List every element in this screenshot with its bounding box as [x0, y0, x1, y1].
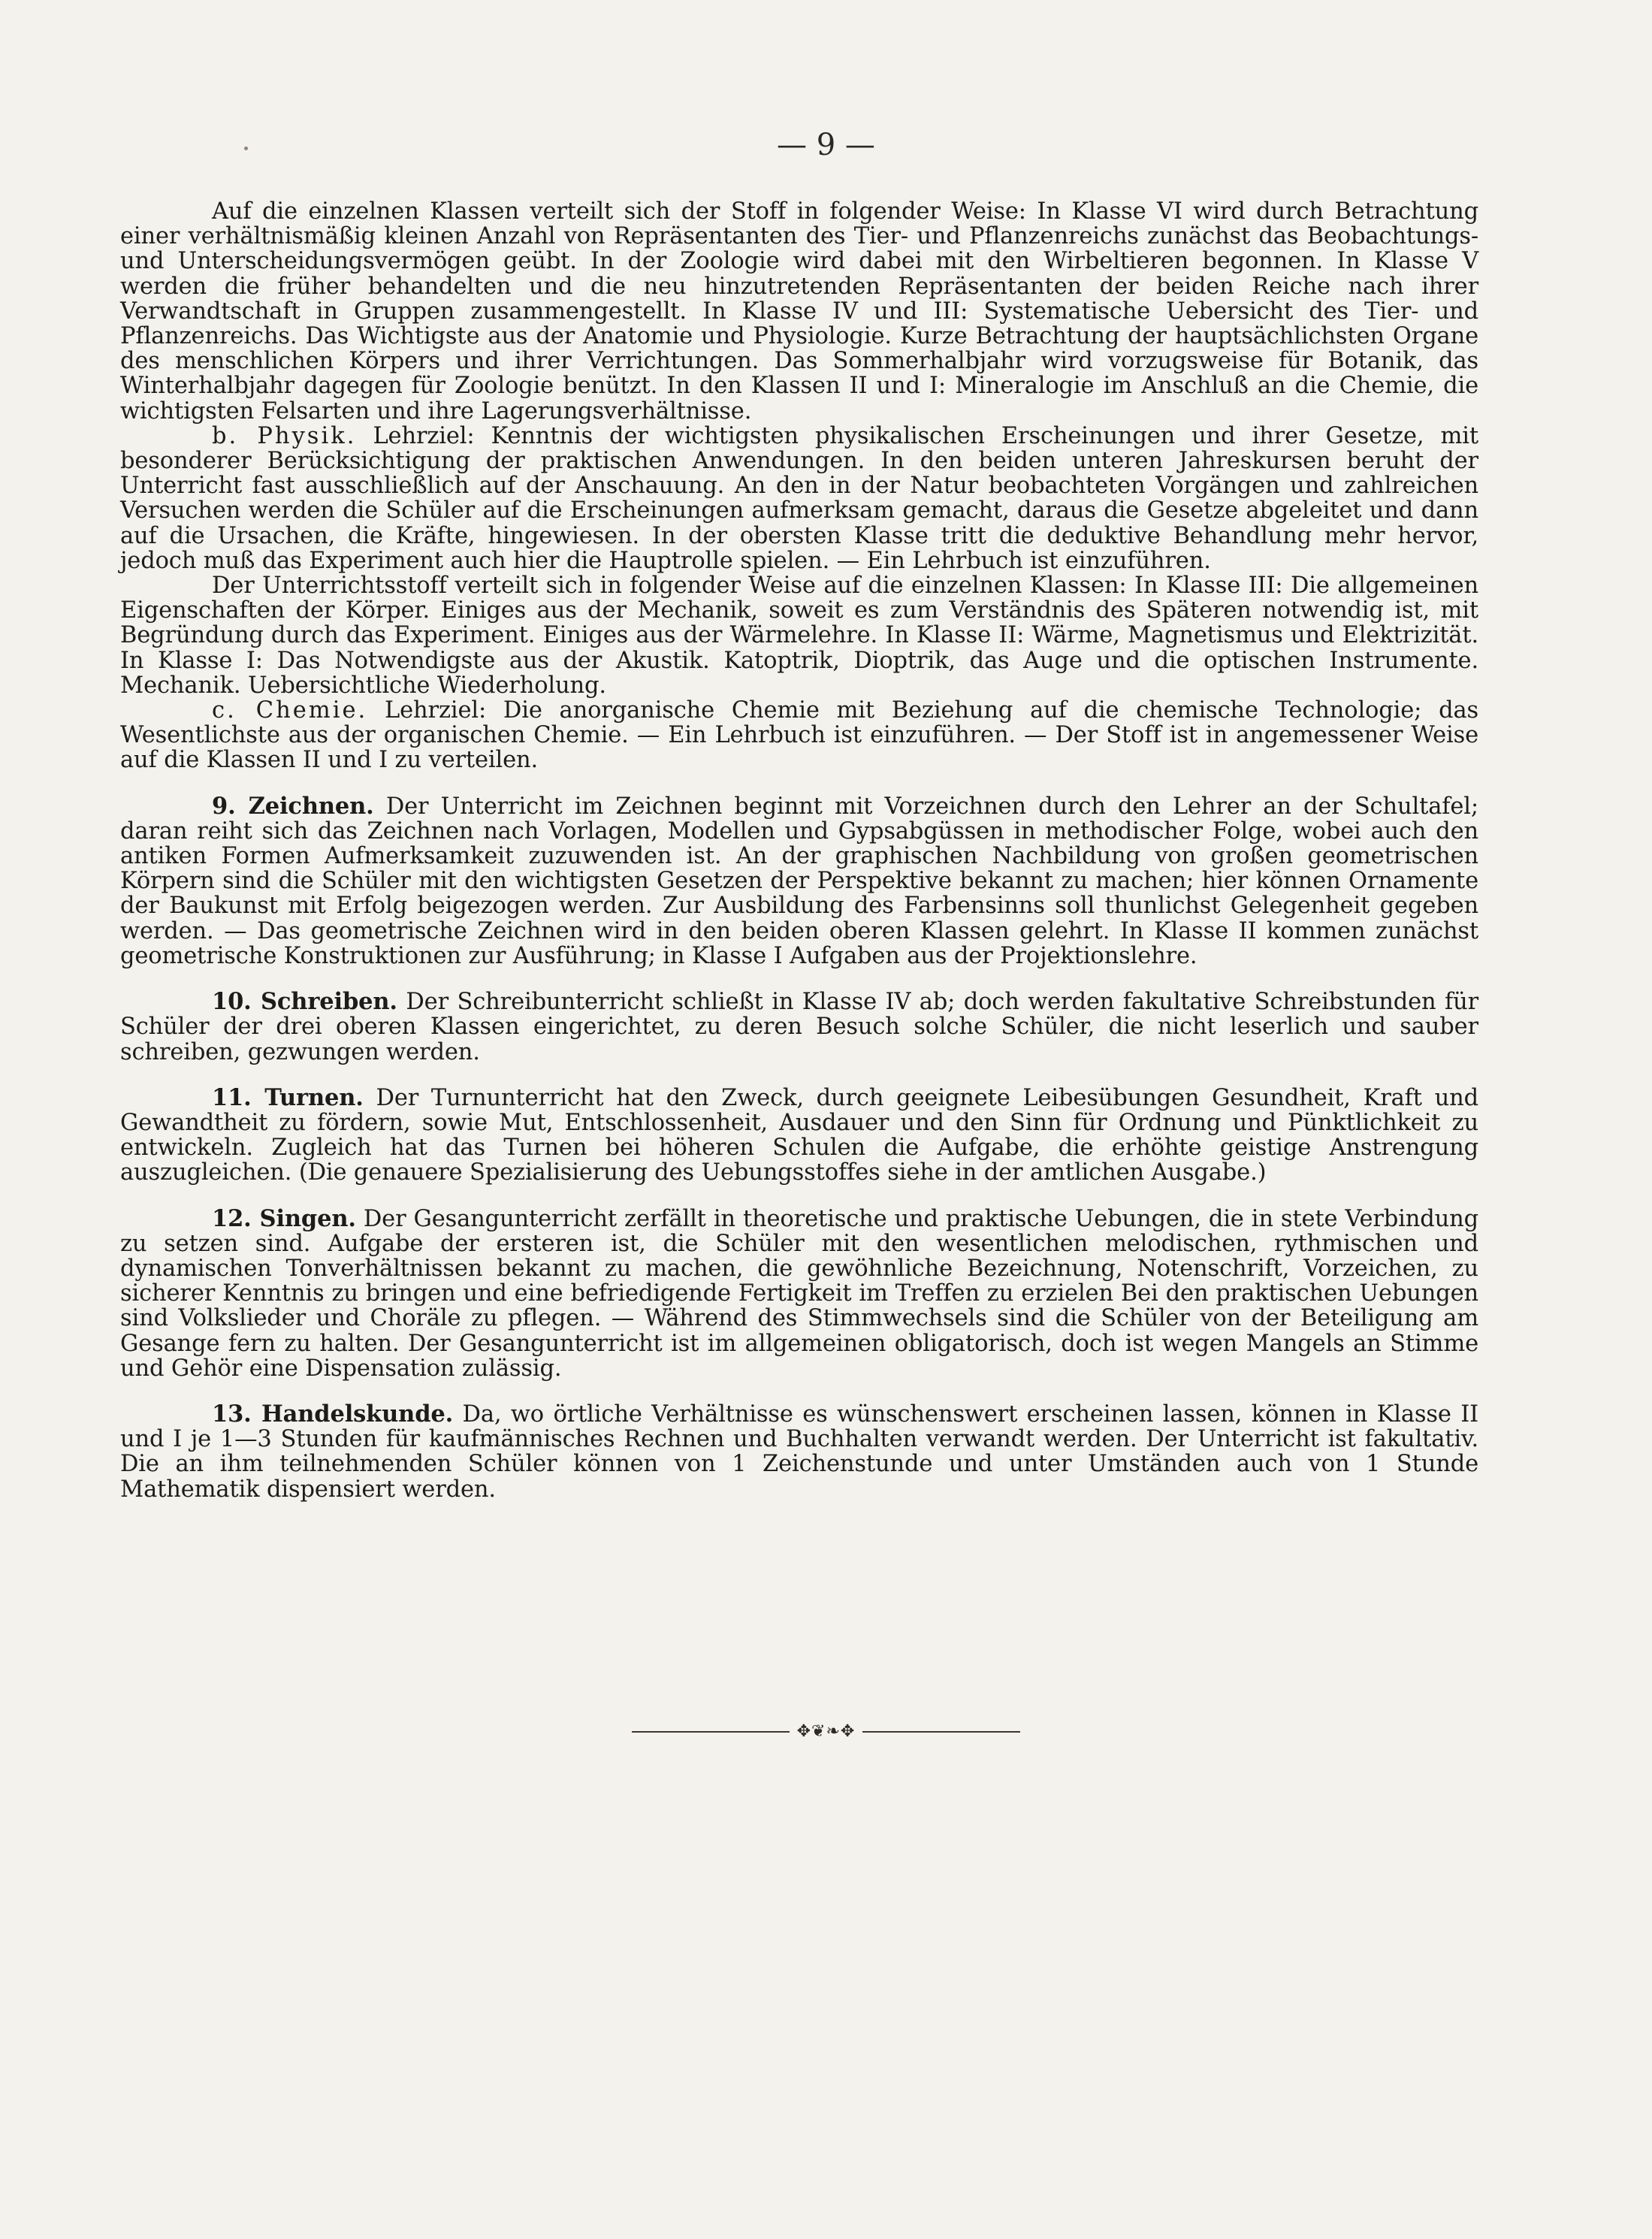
paragraph-text: Der Unterricht im Zeichnen beginnt mit Vorzeichnen durch den Lehrer an der Schultafel; daran reiht sich das Zeichnen nach Vorlagen, Modellen und Gypsabgüssen in methodischer Folge, wobei auch den antiken Formen Aufmerksamkeit zuzuwenden ist. An der graphischen Nachbildung von großen geometrischen Körpern sind die Schüler mit den wichtigsten Gesetzen der Perspektive bekannt zu machen; hier können Ornamente der Baukunst mit Erfolg beigezogen werden. Zur Ausbildung des Farbensinns soll thunlichst Gelegenheit gegeben werden. — Das geometrische Zeichnen wird in den beiden oberen Klassen gelehrt. In Klasse II kommen zunächst geometrische Konstruktionen zur Ausführung; in Klasse I Aufgaben aus der Projektionslehre. [120, 793, 1478, 969]
paragraph-text: Lehrziel: Kenntnis der wichtigsten physikalischen Erscheinungen und ihrer Gesetze, mit besonderer Berücksichtigung der praktischen Anwendungen. In den beiden unteren Jahreskursen beruht der Unterricht fast ausschließlich auf der Anschauung. An den in der Natur beobachteten Vorgängen und zahlreichen Versuchen werden die Schüler auf die Erscheinungen aufmerksam gemacht, daraus die Gesetze abgeleitet und dann auf die Ursachen, die Kräfte, hingewiesen. In der obersten Klasse tritt die deduktive Behandlung mehr hervor, jedoch muß das Experiment auch hier die Hauptrolle spielen. — Ein Lehrbuch ist einzuführen. [120, 422, 1478, 574]
section-label: c. Chemie. [212, 697, 368, 724]
section-heading: 12. Singen. [212, 1204, 356, 1232]
paragraph-text: Der Schreibunterricht schließt in Klasse IV ab; doch werden fakultative Schreibstunden für Schüler der drei oberen Klassen eingerichtet, zu deren Besuch solche Schüler, die nicht leserlich und sauber schreiben, gezwungen werden. [120, 989, 1479, 1065]
paragraph-text: Der Gesangunterricht zerfällt in theoretische und praktische Uebungen, die in stete Verbindung zu setzen sind. Aufgabe der ersteren ist, die Schüler mit den wesentlichen melodischen, rythmischen und dynamischen Tonverhältnissen bekannt zu machen, die gewöhnliche Bezeichnung, Notenschrift, Vorzeichen, zu sicherer Kenntnis zu bringen und eine befriedigende Fertigkeit im Treffen zu erzielen Bei den praktischen Uebungen sind Volkslieder und Choräle zu pflegen. — Während des Stimmwechsels sind die Schüler von der Beteiligung am Gesange fern zu halten. Der Gesangunterricht ist im allgemeinen obligatorisch, doch ist wegen Mangels an Stimme und Gehör eine Dispensation zulässig. [120, 1205, 1478, 1382]
page-number: — 9 — [777, 128, 875, 162]
ornament-rule-left [632, 1731, 790, 1733]
section-heading: 11. Turnen. [212, 1083, 364, 1111]
paragraph-zeichnen [120, 794, 1478, 968]
section-heading: 10. Schreiben. [212, 988, 397, 1016]
section-heading: 13. Handelskunde. [212, 1400, 454, 1428]
paragraph-text: Da, wo örtliche Verhältnisse es wünschenswert erscheinen lassen, können in Klasse II und I je 1—3 Stunden für kaufmännisches Rechnen und Buchhalten verwandt werden. Der Unterricht ist fakultativ. Die an ihm teilnehmenden Schüler können von 1 Zeichenstunde und unter Umständen auch von 1 Stunde Mathematik dispensiert werden. [120, 1401, 1478, 1503]
paragraph-text: Auf die einzelnen Klassen verteilt sich der Stoff in folgender Weise: In Klasse VI wird durch Betrachtung einer verhältnismäßig kleinen Anzahl von Repräsentanten des Tier- und Pflanzenreichs zunächst das Beobachtungs- und Unterscheidungsvermögen geübt. In der Zoologie wird dabei mit den Wirbeltieren begonnen. In Klasse V werden die früher behandelten und die neu hinzutretenden Repräsentanten der beiden Reiche nach ihrer Verwandtschaft in Gruppen zusammengestellt. In Klasse IV und III: Systematische Uebersicht des Tier- und Pflanzenreichs. Das Wichtigste aus der Anatomie und Physiologie. Kurze Betrachtung der hauptsächlichsten Organe des menschlichen Körpers und ihrer Verrichtungen. Das Sommerhalbjahr wird vorzugsweise für Botanik, das Winterhalbjahr dagegen für Zoologie benützt. In den Klassen II und I: Mineralogie im Anschluß an die Chemie, die wichtigsten Felsarten und ihre Lagerungsverhältnisse. [120, 198, 1478, 425]
end-ornament [0, 1722, 1652, 1741]
paragraph-schreiben [120, 990, 1478, 1065]
paragraph-handelskunde [120, 1402, 1478, 1502]
paragraph-text: Der Unterrichtsstoff verteilt sich in folgender Weise auf die einzelnen Klassen: In Klasse III: Die allgemeinen Eigenschaften der Körper. Einiges aus der Mechanik, soweit es zum Verständnis des Späteren notwendig ist, mit Begründung durch das Experiment. Einiges aus der Wärmelehre. In Klasse II: Wärme, Magnetismus und Elektrizität. In Klasse I: Das Notwendigste aus der Akustik. Katoptrik, Dioptrik, das Auge und die optischen Instrumente. Mechanik. Uebersichtliche Wiederholung. [120, 573, 1478, 699]
paragraph-naturkunde-classes [120, 199, 1478, 424]
section-heading: 9. Zeichnen. [212, 792, 374, 820]
ornament-rule-right [862, 1731, 1020, 1733]
paragraph-physik-classes [120, 573, 1478, 698]
paragraph-singen [120, 1204, 1478, 1382]
paragraph-text: Der Turnunterricht hat den Zweck, durch geeignete Leibesübungen Gesundheit, Kraft und Gewandtheit zu fördern, sowie Mut, Entschlossenheit, Ausdauer und den Sinn für Ordnung und Pünktlichkeit zu entwickeln. Zugleich hat das Turnen bei höheren Schulen die Aufgabe, die erhöhte geistige Anstrengung auszugleichen. (Die genauere Spezialisierung des Uebungsstoffes siehe in der amtlichen Ausgabe.) [120, 1084, 1479, 1186]
section-label: b. Physik. [212, 422, 357, 449]
paragraph-chemie [120, 698, 1478, 773]
document-body [120, 199, 1478, 1502]
flourish-icon: ✥❦❧✥ [796, 1722, 856, 1741]
paragraph-physik [120, 424, 1478, 573]
paragraph-text: Lehrziel: Die anorganische Chemie mit Beziehung auf die chemische Technologie; das Wesentlichste aus der organischen Chemie. — Ein Lehrbuch ist einzuführen. — Der Stoff ist in angemessener Weise auf die Klassen II und I zu verteilen. [120, 697, 1478, 774]
paragraph-turnen [120, 1083, 1479, 1186]
